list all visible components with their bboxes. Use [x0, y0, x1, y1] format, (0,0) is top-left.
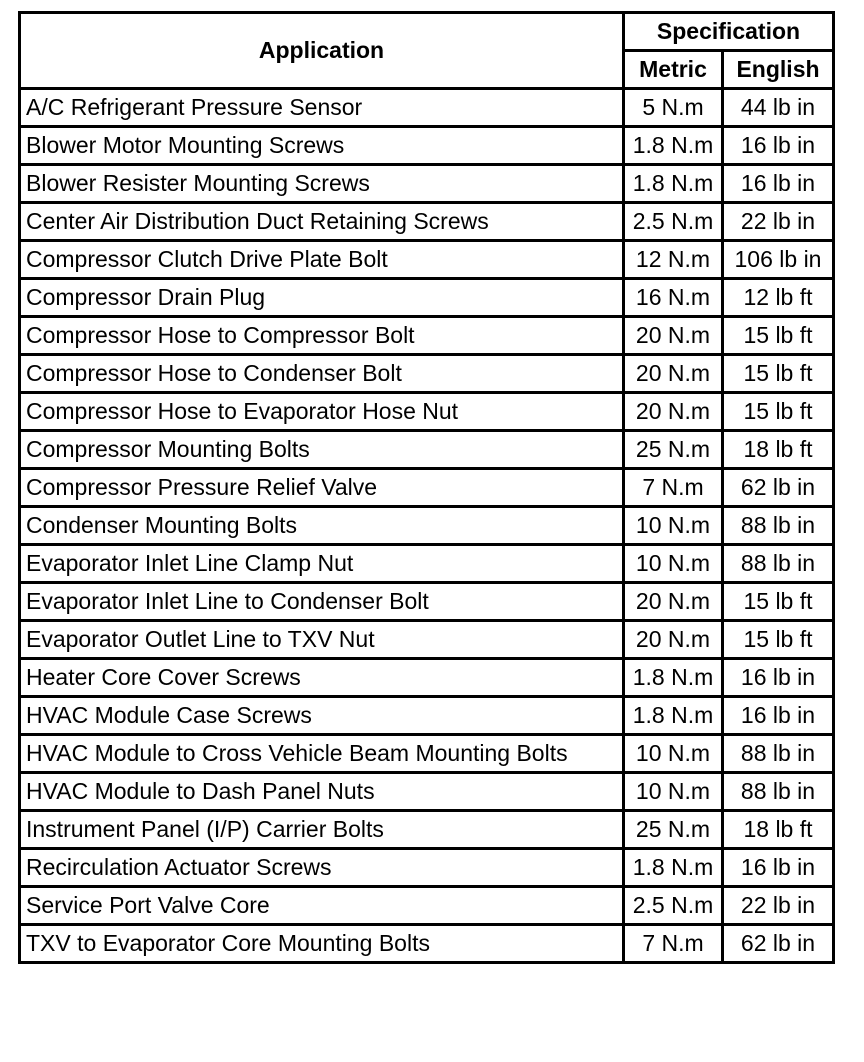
application-cell: Recirculation Actuator Screws: [20, 849, 624, 887]
english-cell: 22 lb in: [723, 203, 834, 241]
metric-cell: 16 N.m: [624, 279, 723, 317]
application-cell: Heater Core Cover Screws: [20, 659, 624, 697]
english-cell: 44 lb in: [723, 89, 834, 127]
table-row: [20, 469, 834, 507]
metric-cell: 25 N.m: [624, 811, 723, 849]
application-cell: Evaporator Inlet Line to Condenser Bolt: [20, 583, 624, 621]
application-cell: Compressor Hose to Compressor Bolt: [20, 317, 624, 355]
metric-cell: 7 N.m: [624, 925, 723, 963]
table-row: [20, 507, 834, 545]
english-cell: 15 lb ft: [723, 317, 834, 355]
english-cell: 12 lb ft: [723, 279, 834, 317]
table-row: [20, 735, 834, 773]
english-cell: 16 lb in: [723, 165, 834, 203]
application-cell: Instrument Panel (I/P) Carrier Bolts: [20, 811, 624, 849]
table-row: [20, 811, 834, 849]
table-row: [20, 89, 834, 127]
metric-cell: 20 N.m: [624, 621, 723, 659]
application-cell: Compressor Mounting Bolts: [20, 431, 624, 469]
table-row: [20, 583, 834, 621]
application-cell: HVAC Module to Dash Panel Nuts: [20, 773, 624, 811]
table-header: [20, 13, 834, 89]
english-cell: 16 lb in: [723, 659, 834, 697]
metric-cell: 20 N.m: [624, 355, 723, 393]
english-cell: 15 lb ft: [723, 583, 834, 621]
english-cell: 16 lb in: [723, 697, 834, 735]
application-cell: Service Port Valve Core: [20, 887, 624, 925]
table-row: [20, 545, 834, 583]
metric-column-header: Metric: [624, 51, 723, 89]
application-cell: Blower Motor Mounting Screws: [20, 127, 624, 165]
english-cell: 16 lb in: [723, 849, 834, 887]
metric-cell: 10 N.m: [624, 545, 723, 583]
english-cell: 15 lb ft: [723, 621, 834, 659]
english-cell: 15 lb ft: [723, 393, 834, 431]
table-row: [20, 355, 834, 393]
application-cell: A/C Refrigerant Pressure Sensor: [20, 89, 624, 127]
metric-cell: 10 N.m: [624, 773, 723, 811]
metric-cell: 25 N.m: [624, 431, 723, 469]
application-cell: Evaporator Outlet Line to TXV Nut: [20, 621, 624, 659]
english-cell: 22 lb in: [723, 887, 834, 925]
metric-cell: 10 N.m: [624, 507, 723, 545]
metric-cell: 20 N.m: [624, 393, 723, 431]
table-row: [20, 925, 834, 963]
metric-cell: 1.8 N.m: [624, 165, 723, 203]
application-cell: Compressor Hose to Evaporator Hose Nut: [20, 393, 624, 431]
table-row: [20, 431, 834, 469]
application-cell: Compressor Drain Plug: [20, 279, 624, 317]
application-cell: Evaporator Inlet Line Clamp Nut: [20, 545, 624, 583]
application-cell: HVAC Module to Cross Vehicle Beam Mounting Bolts: [20, 735, 624, 773]
metric-cell: 1.8 N.m: [624, 659, 723, 697]
english-cell: 62 lb in: [723, 925, 834, 963]
english-cell: 88 lb in: [723, 545, 834, 583]
application-cell: HVAC Module Case Screws: [20, 697, 624, 735]
english-cell: 18 lb ft: [723, 431, 834, 469]
table-row: [20, 241, 834, 279]
table-row: [20, 279, 834, 317]
application-cell: Condenser Mounting Bolts: [20, 507, 624, 545]
metric-cell: 10 N.m: [624, 735, 723, 773]
english-cell: 15 lb ft: [723, 355, 834, 393]
table-row: [20, 393, 834, 431]
table-row: [20, 849, 834, 887]
metric-cell: 1.8 N.m: [624, 849, 723, 887]
metric-cell: 20 N.m: [624, 583, 723, 621]
english-cell: 62 lb in: [723, 469, 834, 507]
metric-cell: 5 N.m: [624, 89, 723, 127]
table-row: [20, 697, 834, 735]
metric-cell: 1.8 N.m: [624, 127, 723, 165]
table-row: [20, 621, 834, 659]
table-body: [20, 89, 834, 963]
application-cell: TXV to Evaporator Core Mounting Bolts: [20, 925, 624, 963]
english-cell: 88 lb in: [723, 507, 834, 545]
table-row: [20, 773, 834, 811]
english-column-header: English: [723, 51, 834, 89]
application-cell: Compressor Pressure Relief Valve: [20, 469, 624, 507]
english-cell: 18 lb ft: [723, 811, 834, 849]
metric-cell: 20 N.m: [624, 317, 723, 355]
application-cell: Blower Resister Mounting Screws: [20, 165, 624, 203]
metric-cell: 7 N.m: [624, 469, 723, 507]
specification-column-header: Specification: [624, 13, 834, 51]
english-cell: 16 lb in: [723, 127, 834, 165]
table-row: [20, 317, 834, 355]
english-cell: 88 lb in: [723, 773, 834, 811]
metric-cell: 2.5 N.m: [624, 887, 723, 925]
metric-cell: 2.5 N.m: [624, 203, 723, 241]
table-row: [20, 127, 834, 165]
application-column-header: Application: [20, 13, 624, 89]
application-cell: Compressor Hose to Condenser Bolt: [20, 355, 624, 393]
table-row: [20, 165, 834, 203]
application-cell: Center Air Distribution Duct Retaining Screws: [20, 203, 624, 241]
table-row: [20, 203, 834, 241]
table-row: [20, 659, 834, 697]
specification-table: [18, 11, 835, 964]
metric-cell: 1.8 N.m: [624, 697, 723, 735]
english-cell: 106 lb in: [723, 241, 834, 279]
metric-cell: 12 N.m: [624, 241, 723, 279]
english-cell: 88 lb in: [723, 735, 834, 773]
application-cell: Compressor Clutch Drive Plate Bolt: [20, 241, 624, 279]
table-row: [20, 887, 834, 925]
